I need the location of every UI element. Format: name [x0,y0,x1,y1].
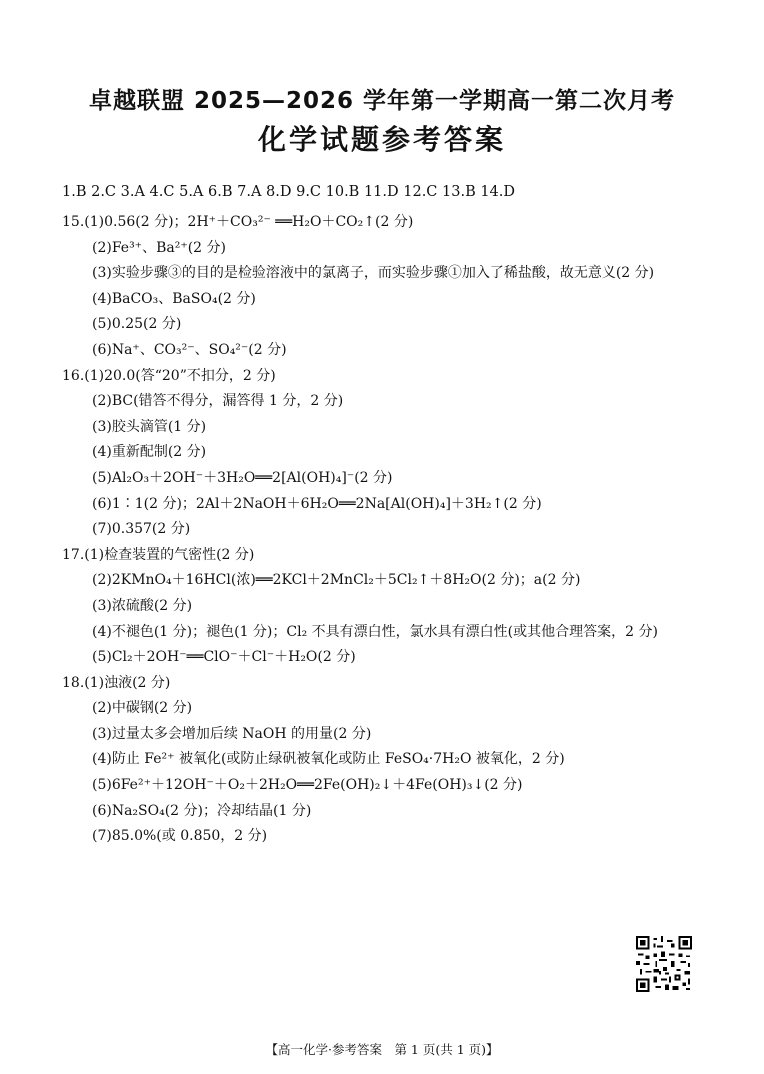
answer-subline: (6)Na⁺、CO₃²⁻、SO₄²⁻(2 分) [92,341,287,358]
answer-subline: (3)浓硫酸(2 分) [92,597,193,614]
answer-subline: (2)Fe³⁺、Ba²⁺(2 分) [92,239,226,256]
answer-subline: (4)重新配制(2 分) [92,444,207,461]
answer-subline: (2)2KMnO₄＋16HCl(浓)══2KCl＋2MnCl₂＋5Cl₂↑＋8H₂O(2 分)；a(2 分) [92,572,581,589]
question-line: 15.(1)0.56(2 分)；2H⁺＋CO₃²⁻ ══H₂O＋CO₂↑(2 分) [62,214,414,230]
answer-subline: (3)实验步骤③的目的是检验溶液中的氯离子，而实验步骤①加入了稀盐酸，故无意义(2 分) [92,265,655,282]
answer-subline: (5)Cl₂＋2OH⁻══ClO⁻＋Cl⁻＋H₂O(2 分) [92,649,356,666]
question-line: 18.(1)浊液(2 分) [62,674,171,691]
answer-subline: (5)6Fe²⁺＋12OH⁻＋O₂＋2H₂O══2Fe(OH)₂↓＋4Fe(OH)₃↓(2 分) [92,777,523,794]
answer-subline: (3)胶头滴管(1 分) [92,418,207,435]
answer-subline: (2)BC(错答不得分，漏答得 1 分，2 分) [92,393,344,410]
answer-subline: (4)BaCO₃、BaSO₄(2 分) [92,290,256,307]
question-line: 16.(1)20.0(答“20”不扣分，2 分) [62,367,276,384]
question-line: 17.(1)检查装置的气密性(2 分) [62,546,255,563]
answer-subline: (3)过量太多会增加后续 NaOH 的用量(2 分) [92,725,372,742]
answer-lines [62,210,742,850]
answer-subline: (5)Al₂O₃＋2OH⁻＋3H₂O══2[Al(OH)₄]⁻(2 分) [92,469,393,486]
exam-title: 卓越联盟 2025—2026 学年第一学期高一第二次月考 [88,88,676,114]
answer-subline: (4)不褪色(1 分)；褪色(1 分)；Cl₂ 不具有漂白性，氯水具有漂白性(或其他合理答案，2 分) [92,623,658,640]
choice-answers: 1.B 2.C 3.A 4.C 5.A 6.B 7.A 8.D 9.C 10.B 11.D 12.C 13.B 14.D [62,184,516,200]
qr-code-icon [636,936,692,992]
page-footer: 【高一化学·参考答案 第 1 页(共 1 页)】 [265,1042,499,1057]
answer-subline: (7)0.357(2 分) [92,521,191,538]
answer-subline: (6)1∶1(2 分)；2Al＋2NaOH＋6H₂O══2Na[Al(OH)₄]＋3H₂↑(2 分) [92,495,542,512]
answer-subline: (4)防止 Fe²⁺ 被氧化(或防止绿矾被氧化或防止 FeSO₄·7H₂O 被氧化，2 分) [92,751,565,768]
page-title: 化学试题参考答案 [257,123,506,156]
answer-subline: (7)85.0%(或 0.850，2 分) [92,828,268,845]
answer-subline: (6)Na₂SO₄(2 分)；冷却结晶(1 分) [92,802,312,819]
answer-subline: (2)中碳钢(2 分) [92,700,193,717]
answer-subline: (5)0.25(2 分) [92,316,182,333]
